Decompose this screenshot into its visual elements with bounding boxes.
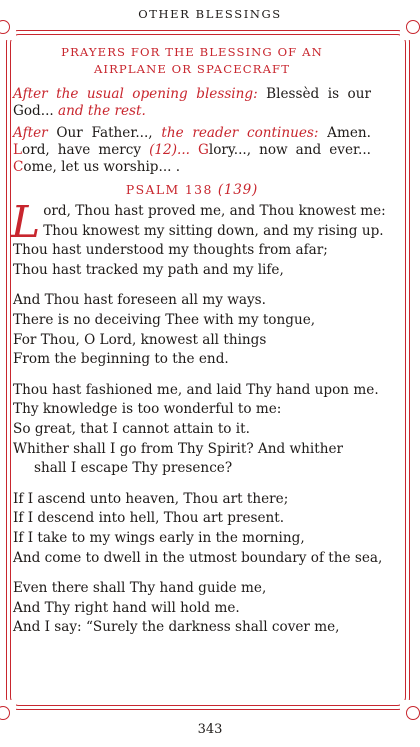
psalm-alt-number: (139) [217,182,259,198]
psalm-line: And I say: “Surely the darkness shall cover me, [13,619,340,636]
psalm-line: If I descend into hell, Thou art present. [13,510,285,527]
psalm-label: PSALM 138 [125,182,213,197]
rubric-text [190,142,198,158]
psalm-line: And come to dwell in the utmost boundary of the sea, [13,549,383,566]
rubric-text: ord, have mercy [22,142,150,158]
psalm-line: Thou hast fashioned me, and laid Thy hand upon me. [13,381,379,398]
red-initial: C [13,159,24,175]
page-content [11,44,386,649]
psalm-stanza [13,579,371,638]
rubric-italic: (12)... [149,142,190,158]
border-corner-ornament [2,700,16,714]
psalm-stanza [13,490,383,568]
psalm-line: Even there shall Thy hand guide me, [13,580,267,597]
psalm-line: For Thou, O Lord, knowest all things [13,331,267,348]
rubric-text: Our Father..., [47,125,162,141]
rubric-italic: After the usual opening blessing: [13,86,258,102]
psalm-line: And Thou hast foreseen all my ways. [13,292,266,309]
psalm-line: Thou hast tracked my path and my life, [13,261,284,278]
rubric-italic: and the rest. [58,103,146,119]
psalm-line: Thy knowledge is too wonderful to me: [13,401,282,418]
psalm-line: And Thy right hand will hold me. [13,599,240,616]
rubric-text: lory..., now and ever... [208,142,371,158]
border-corner-ornament [400,26,414,40]
border-corner-ornament [400,700,414,714]
rubric-text: ome, let us worship... . [23,159,181,175]
rubric-italic: the reader continues: [161,125,319,141]
psalm-line: Thou hast understood my thoughts from afar; [13,242,328,259]
rubric-instructions [13,125,371,176]
psalm-line: Whither shall I go from Thy Spirit? And whither [13,440,344,457]
psalm-stanza [13,381,379,479]
section-title-line: AIRPLANE OR SPACECRAFT [93,62,291,76]
psalm-line: There is no deceiving Thee with my tongue, [13,311,316,328]
psalm-line: From the beginning to the end. [13,351,229,368]
psalm-line: So great, that I cannot attain to it. [13,420,250,437]
drop-cap: L [11,197,41,248]
psalm-line-text: ord, Thou hast proved me, and Thou knowest me: [43,203,386,219]
rubric-italic: After [13,125,48,141]
rubric-text: Blessèd is our God... [13,86,371,119]
psalm-title [13,181,371,199]
section-title-line: PRAYERS FOR THE BLESSING OF AN [61,45,323,59]
psalm-line: If I take to my wings early in the morning, [13,529,305,546]
red-initial: L [13,142,23,158]
psalm-stanza [11,197,386,280]
page-number: 343 [197,722,223,737]
section-title [13,44,371,78]
rubric-opening [13,86,371,120]
rubric-text: Amen. [318,125,371,141]
psalm-stanza [13,291,371,369]
red-initial: G [198,142,209,158]
psalm-line: If I ascend unto heaven, Thou art there; [13,490,289,507]
psalm-line-continuation: shall I escape Thy presence? [34,460,233,477]
running-header: OTHER BLESSINGS [138,7,282,21]
border-corner-ornament [2,26,16,40]
psalm-line: Thou knowest my sitting down, and my rising up. [43,222,384,239]
